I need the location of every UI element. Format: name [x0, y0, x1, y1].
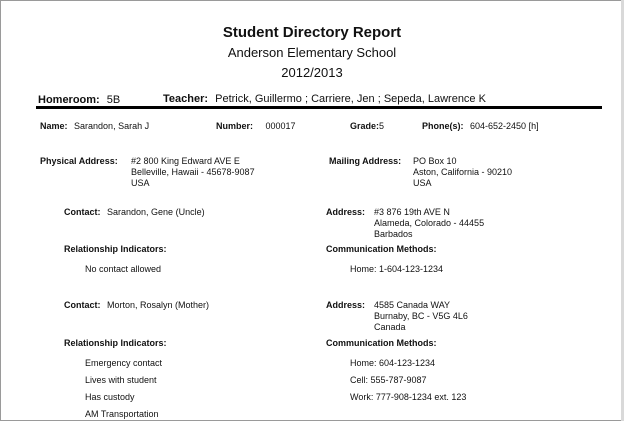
contact-1-relationship-1: No contact allowed — [85, 264, 162, 274]
teacher-value: Petrick, Guillermo ; Carriere, Jen ; Sepeda, Lawrence K — [215, 93, 486, 105]
contact-1-address-line-3: Barbados — [374, 229, 413, 239]
teacher-row — [163, 93, 486, 105]
contact-1-address-line-1: #3 876 19th AVE N — [374, 207, 450, 217]
student-grade: 5 — [379, 121, 385, 131]
student-number: 000017 — [265, 121, 296, 131]
phone-label: Phone(s): — [422, 121, 464, 131]
student-name-row — [40, 121, 149, 131]
contact-1-address-label: Address: — [326, 207, 366, 217]
homeroom-row — [38, 94, 120, 106]
mailing-line-2: Aston, California - 90210 — [413, 167, 513, 177]
contact-1-comm-1: Home: 1-604-123-1234 — [350, 264, 444, 274]
physical-line-3: USA — [131, 178, 150, 188]
contact-label: Contact: — [64, 207, 101, 217]
report-title: Student Directory Report — [222, 24, 402, 41]
student-number-row — [216, 121, 296, 131]
student-name: Sarandon, Sarah J — [74, 121, 150, 131]
contact-2-comm-2: Cell: 555-787-9087 — [350, 375, 427, 385]
contact-2-name: Morton, Rosalyn (Mother) — [107, 300, 210, 310]
contact-1-name: Sarandon, Gene (Uncle) — [107, 207, 205, 217]
student-phone: 604-652-2450 [h] — [470, 121, 539, 131]
contact-2-relationship-2: Lives with student — [85, 375, 157, 385]
school-year: 2012/2013 — [281, 65, 343, 80]
contact-2-comm-1: Home: 604-123-1234 — [350, 358, 436, 368]
header-rule — [36, 106, 602, 109]
number-label: Number: — [216, 121, 254, 131]
contact-2-relationship-label: Relationship Indicators: — [64, 338, 167, 348]
mailing-line-3: USA — [413, 178, 432, 188]
student-phone-row — [422, 121, 539, 131]
contact-2-relationship-4: AM Transportation — [85, 409, 159, 419]
contact-label: Contact: — [64, 300, 101, 310]
name-label: Name: — [40, 121, 68, 131]
physical-line-2: Belleville, Hawaii - 45678-9087 — [131, 167, 255, 177]
teacher-label: Teacher: — [163, 93, 209, 105]
contact-1-address-line-2: Alameda, Colorado - 44455 — [374, 218, 485, 228]
contact-2-address-line-2: Burnaby, BC - V5G 4L6 — [374, 311, 468, 321]
student-grade-row — [350, 121, 384, 131]
homeroom-label: Homeroom: — [38, 94, 100, 106]
contact-2-relationship-3: Has custody — [85, 392, 135, 402]
physical-address-label: Physical Address: — [40, 156, 118, 166]
school-name: Anderson Elementary School — [227, 45, 397, 60]
physical-line-1: #2 800 King Edward AVE E — [131, 156, 240, 166]
contact-2-address-label: Address: — [326, 300, 366, 310]
contact-2-address-line-1: 4585 Canada WAY — [374, 300, 451, 310]
contact-1-relationship-label: Relationship Indicators: — [64, 244, 167, 254]
mailing-line-1: PO Box 10 — [413, 156, 457, 166]
homeroom-value: 5B — [106, 94, 121, 106]
contact-2-comm-3: Work: 777-908-1234 ext. 123 — [350, 392, 467, 402]
contact-1-row — [64, 207, 205, 217]
contact-2-communication-label: Communication Methods: — [326, 338, 437, 348]
contact-2-address-line-3: Canada — [374, 322, 406, 332]
contact-2-relationship-1: Emergency contact — [85, 358, 163, 368]
contact-1-communication-label: Communication Methods: — [326, 244, 437, 254]
mailing-address-label: Mailing Address: — [329, 156, 402, 166]
contact-2-row — [64, 300, 209, 310]
grade-label: Grade: — [350, 121, 380, 131]
